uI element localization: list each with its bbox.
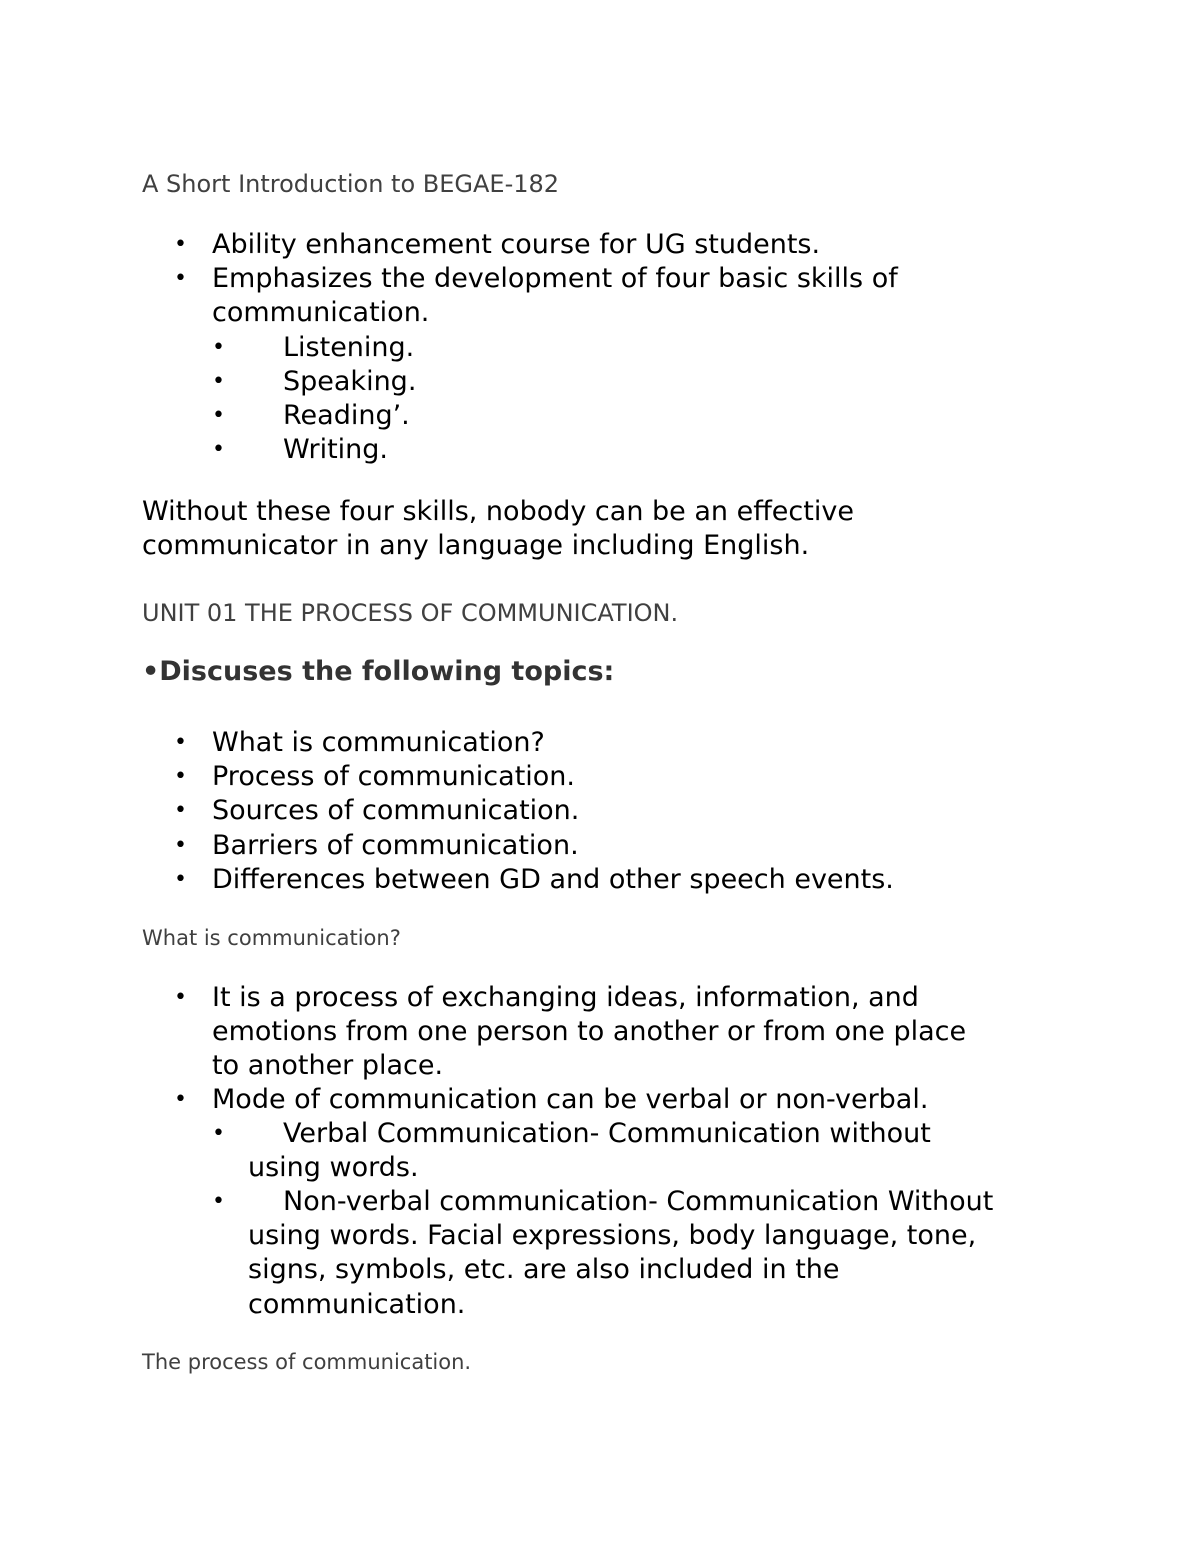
nonverbal-mode-line: signs, symbols, etc. are also included in the	[248, 1254, 840, 1285]
bullet-icon: •	[174, 798, 187, 823]
bullet-icon: •	[174, 232, 187, 257]
bullet-icon: •	[174, 833, 187, 858]
nonverbal-mode-line: using words. Facial expressions, body language, tone,	[248, 1220, 977, 1251]
bullet-icon: •	[174, 867, 187, 892]
topic-item: Differences between GD and other speech events.	[212, 864, 894, 895]
summary-line: communicator in any language including English.	[142, 530, 810, 561]
verbal-mode-line: Verbal Communication- Communication without	[283, 1118, 931, 1149]
bullet-icon: •	[212, 437, 225, 462]
bullet-icon: •	[174, 730, 187, 755]
unit-heading: UNIT 01 THE PROCESS OF COMMUNICATION.	[142, 599, 679, 627]
verbal-mode-line: using words.	[248, 1152, 419, 1183]
bullet-icon: •	[212, 1121, 225, 1146]
summary-line: Without these four skills, nobody can be an effective	[142, 496, 854, 527]
nonverbal-mode-line: Non-verbal communication- Communication Without	[283, 1186, 994, 1217]
definition-line: to another place.	[212, 1050, 444, 1081]
bullet-icon: •	[174, 764, 187, 789]
skill-item: Writing.	[283, 434, 389, 465]
topics-heading: •Discuses the following topics:	[142, 656, 615, 687]
bullet-icon: •	[212, 335, 225, 360]
mode-line: Mode of communication can be verbal or non-verbal.	[212, 1084, 929, 1115]
list-item: Emphasizes the development of four basic skills of	[212, 263, 898, 294]
definition-line: It is a process of exchanging ideas, information, and	[212, 982, 919, 1013]
list-item-continuation: communication.	[212, 297, 430, 328]
bullet-icon: •	[174, 266, 187, 291]
list-item: Ability enhancement course for UG students.	[212, 229, 821, 260]
document-title: A Short Introduction to BEGAE-182	[142, 170, 560, 198]
section-heading-what: What is communication?	[142, 926, 401, 950]
section-heading-process: The process of communication.	[142, 1350, 472, 1374]
skill-item: Reading’.	[283, 400, 410, 431]
topic-item: Barriers of communication.	[212, 830, 579, 861]
bullet-icon: •	[212, 1189, 225, 1214]
topic-item: Sources of communication.	[212, 795, 580, 826]
definition-line: emotions from one person to another or from one place	[212, 1016, 967, 1047]
bullet-icon: •	[212, 369, 225, 394]
skill-item: Listening.	[283, 332, 415, 363]
bullet-icon: •	[212, 403, 225, 428]
bullet-icon: •	[174, 985, 187, 1010]
skill-item: Speaking.	[283, 366, 417, 397]
nonverbal-mode-line: communication.	[248, 1289, 466, 1320]
topic-item: What is communication?	[212, 727, 545, 758]
bullet-icon: •	[174, 1087, 187, 1112]
topic-item: Process of communication.	[212, 761, 575, 792]
